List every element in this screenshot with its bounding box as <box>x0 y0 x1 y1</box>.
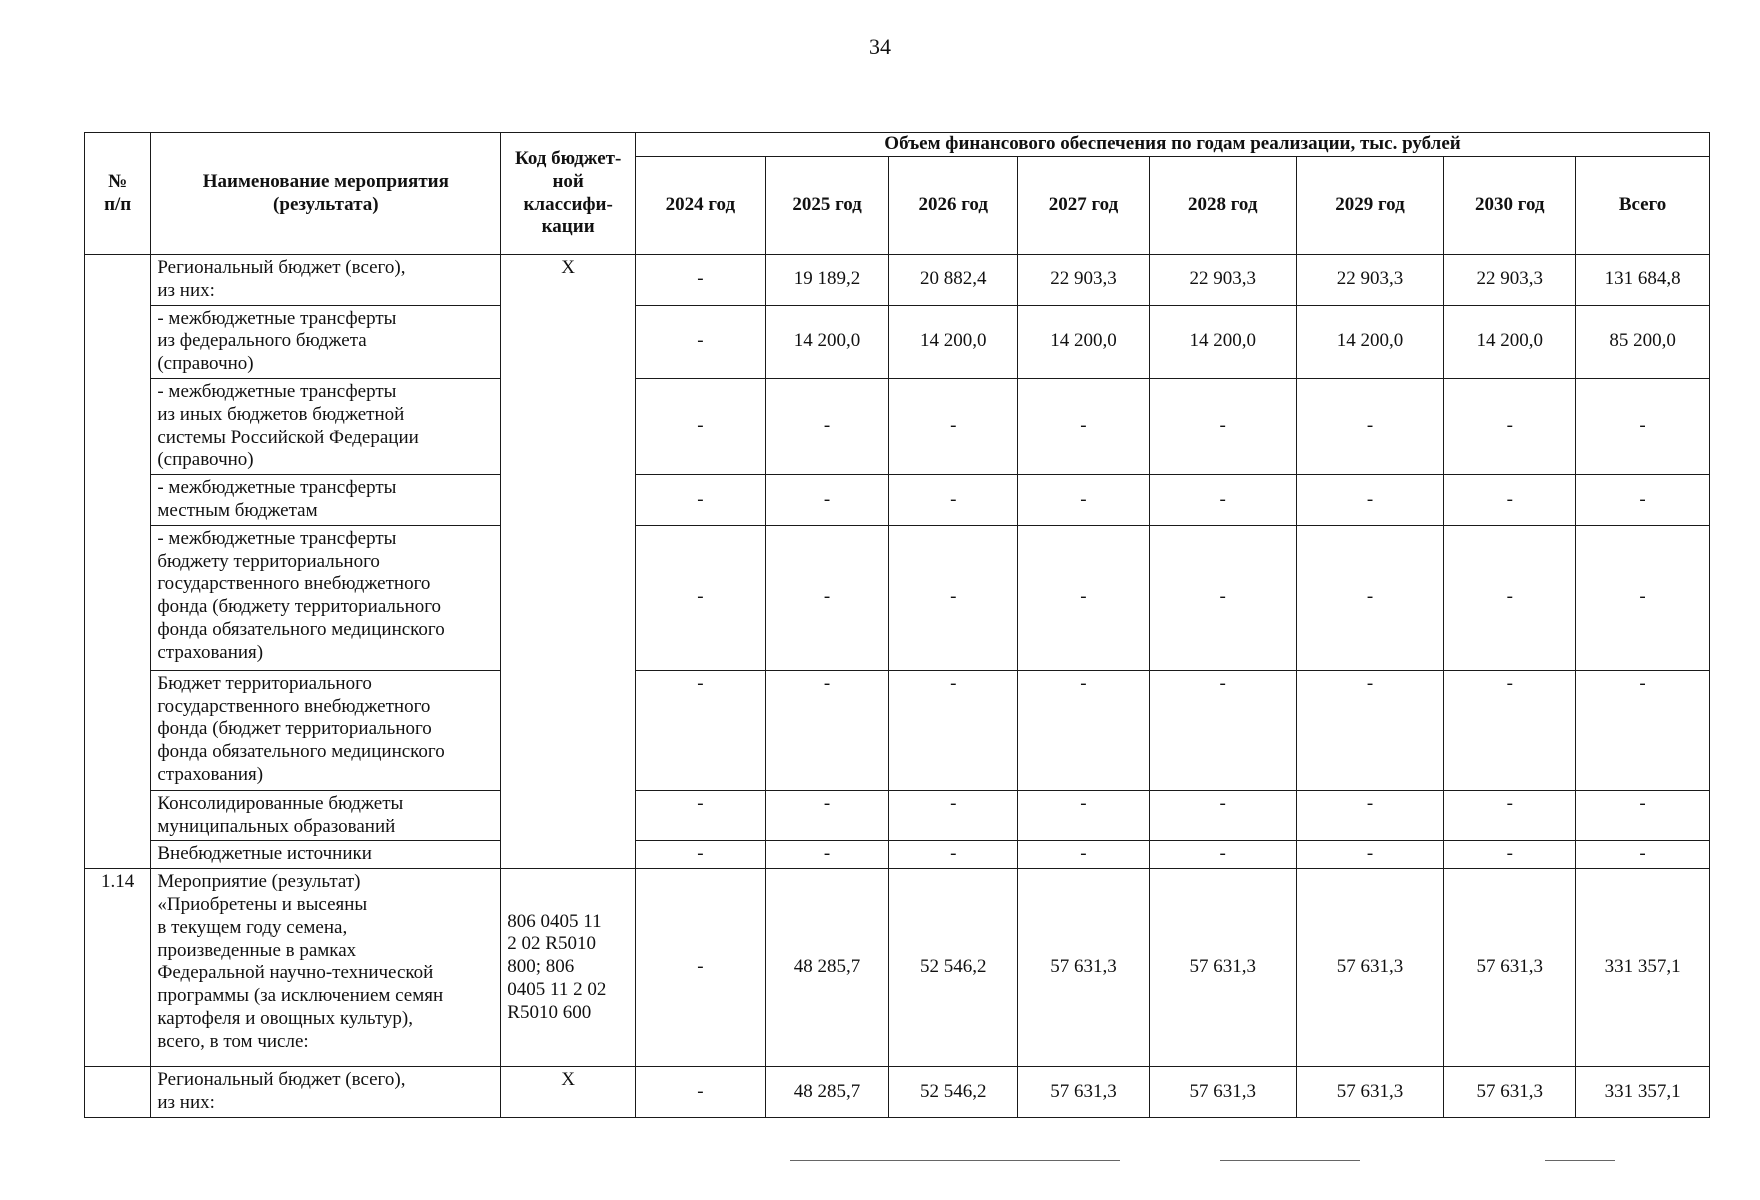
header-year: 2024 год <box>636 157 766 255</box>
year-value: - <box>1296 841 1444 869</box>
table-row <box>85 869 1710 1067</box>
year-value: - <box>636 841 766 869</box>
year-value: 19 189,2 <box>765 255 889 306</box>
header-total: Всего <box>1576 157 1710 255</box>
year-value: 14 200,0 <box>1149 305 1296 378</box>
year-value: 57 631,3 <box>1018 869 1150 1067</box>
year-value: - <box>636 255 766 306</box>
row-name: Бюджет территориального государственного внебюджетного фонда (бюджет территориального фонда обязательного медицинского страхования) <box>151 670 501 790</box>
year-value: 48 285,7 <box>765 1067 889 1118</box>
row-name: Консолидированные бюджеты муниципальных образований <box>151 790 501 841</box>
year-value: - <box>1149 670 1296 790</box>
page-number: 34 <box>869 34 891 59</box>
total-value: - <box>1576 475 1710 526</box>
year-value: - <box>889 670 1018 790</box>
table-row <box>85 1067 1710 1118</box>
table-row <box>85 525 1710 670</box>
table-row <box>85 305 1710 378</box>
header-no: № п/п <box>85 133 151 255</box>
year-value: - <box>1444 525 1576 670</box>
budget-code: X <box>501 1067 636 1118</box>
year-value: 57 631,3 <box>1018 1067 1150 1118</box>
year-value: 22 903,3 <box>1018 255 1150 306</box>
row-number <box>85 255 151 869</box>
year-value: 22 903,3 <box>1296 255 1444 306</box>
year-value: - <box>1149 525 1296 670</box>
financing-table <box>84 132 1710 1118</box>
year-value: - <box>889 841 1018 869</box>
year-value: 14 200,0 <box>889 305 1018 378</box>
year-value: - <box>889 525 1018 670</box>
table-row <box>85 255 1710 306</box>
year-value: - <box>636 1067 766 1118</box>
total-value: 131 684,8 <box>1576 255 1710 306</box>
year-value: 14 200,0 <box>765 305 889 378</box>
year-value: - <box>1149 475 1296 526</box>
year-value: 22 903,3 <box>1444 255 1576 306</box>
year-value: - <box>1296 525 1444 670</box>
year-value: 14 200,0 <box>1018 305 1150 378</box>
row-name: - межбюджетные трансферты местным бюджетам <box>151 475 501 526</box>
year-value: - <box>636 475 766 526</box>
year-value: - <box>636 378 766 474</box>
year-value: 57 631,3 <box>1296 869 1444 1067</box>
table-row <box>85 841 1710 869</box>
year-value: - <box>1444 790 1576 841</box>
total-value: - <box>1576 670 1710 790</box>
year-value: - <box>1444 475 1576 526</box>
year-value: - <box>1149 790 1296 841</box>
budget-code: X <box>501 255 636 869</box>
total-value: 85 200,0 <box>1576 305 1710 378</box>
year-value: - <box>1018 378 1150 474</box>
row-number: 1.14 <box>85 869 151 1067</box>
scan-artifact <box>1220 1160 1360 1161</box>
year-value: - <box>636 670 766 790</box>
year-value: - <box>765 475 889 526</box>
table-row <box>85 790 1710 841</box>
year-value: 14 200,0 <box>1444 305 1576 378</box>
year-value: - <box>1018 525 1150 670</box>
year-value: - <box>636 790 766 841</box>
header-volume: Объем финансового обеспечения по годам реализации, тыс. рублей <box>636 133 1710 157</box>
scan-artifact <box>1545 1160 1615 1161</box>
year-value: 14 200,0 <box>1296 305 1444 378</box>
row-name: - межбюджетные трансферты из иных бюджетов бюджетной системы Российской Федерации (справочно) <box>151 378 501 474</box>
row-name: Региональный бюджет (всего), из них: <box>151 255 501 306</box>
year-value: - <box>765 790 889 841</box>
table-row <box>85 475 1710 526</box>
year-value: 22 903,3 <box>1149 255 1296 306</box>
total-value: 331 357,1 <box>1576 869 1710 1067</box>
year-value: - <box>889 790 1018 841</box>
table-row <box>85 670 1710 790</box>
year-value: - <box>1296 378 1444 474</box>
header-code: Код бюджет-ной классифи-кации <box>501 133 636 255</box>
year-value: - <box>636 525 766 670</box>
year-value: - <box>1296 670 1444 790</box>
row-name: - межбюджетные трансферты из федерального бюджета (справочно) <box>151 305 501 378</box>
year-value: - <box>1149 378 1296 474</box>
year-value: 57 631,3 <box>1444 1067 1576 1118</box>
year-value: 52 546,2 <box>889 869 1018 1067</box>
year-value: 57 631,3 <box>1149 1067 1296 1118</box>
year-value: 20 882,4 <box>889 255 1018 306</box>
year-value: 57 631,3 <box>1296 1067 1444 1118</box>
year-value: - <box>765 378 889 474</box>
header-year: 2025 год <box>765 157 889 255</box>
header-year: 2030 год <box>1444 157 1576 255</box>
header-year: 2029 год <box>1296 157 1444 255</box>
year-value: - <box>1296 475 1444 526</box>
header-year: 2027 год <box>1018 157 1150 255</box>
year-value: - <box>636 869 766 1067</box>
year-value: - <box>765 841 889 869</box>
year-value: 48 285,7 <box>765 869 889 1067</box>
year-value: - <box>1018 475 1150 526</box>
year-value: 57 631,3 <box>1444 869 1576 1067</box>
row-name: Внебюджетные источники <box>151 841 501 869</box>
row-name: - межбюджетные трансферты бюджету территориального государственного внебюджетного фонда (бюджету территориального фонда обязательного медицинского страхования) <box>151 525 501 670</box>
year-value: - <box>1444 670 1576 790</box>
header-year: 2028 год <box>1149 157 1296 255</box>
year-value: - <box>1149 841 1296 869</box>
year-value: - <box>765 525 889 670</box>
year-value: - <box>1296 790 1444 841</box>
row-name: Мероприятие (результат) «Приобретены и высеяны в текущем году семена, произведенные в рамках Федеральной научно-технической программы (за исключением семян картофеля и овощных культур), всего, в том числе: <box>151 869 501 1067</box>
year-value: - <box>765 670 889 790</box>
year-value: 52 546,2 <box>889 1067 1018 1118</box>
budget-code: 806 0405 11 2 02 R5010 800; 806 0405 11 2 02 R5010 600 <box>501 869 636 1067</box>
total-value: - <box>1576 525 1710 670</box>
year-value: - <box>889 378 1018 474</box>
table-row <box>85 378 1710 474</box>
year-value: - <box>889 475 1018 526</box>
total-value: 331 357,1 <box>1576 1067 1710 1118</box>
row-name: Региональный бюджет (всего), из них: <box>151 1067 501 1118</box>
row-number <box>85 1067 151 1118</box>
table-body <box>85 255 1710 1118</box>
year-value: - <box>1018 841 1150 869</box>
scan-artifact <box>790 1160 1120 1161</box>
year-value: - <box>1444 378 1576 474</box>
header-name: Наименование мероприятия (результата) <box>151 133 501 255</box>
year-value: - <box>1018 790 1150 841</box>
total-value: - <box>1576 841 1710 869</box>
total-value: - <box>1576 790 1710 841</box>
total-value: - <box>1576 378 1710 474</box>
year-value: - <box>636 305 766 378</box>
year-value: - <box>1018 670 1150 790</box>
year-value: 57 631,3 <box>1149 869 1296 1067</box>
year-value: - <box>1444 841 1576 869</box>
header-year: 2026 год <box>889 157 1018 255</box>
